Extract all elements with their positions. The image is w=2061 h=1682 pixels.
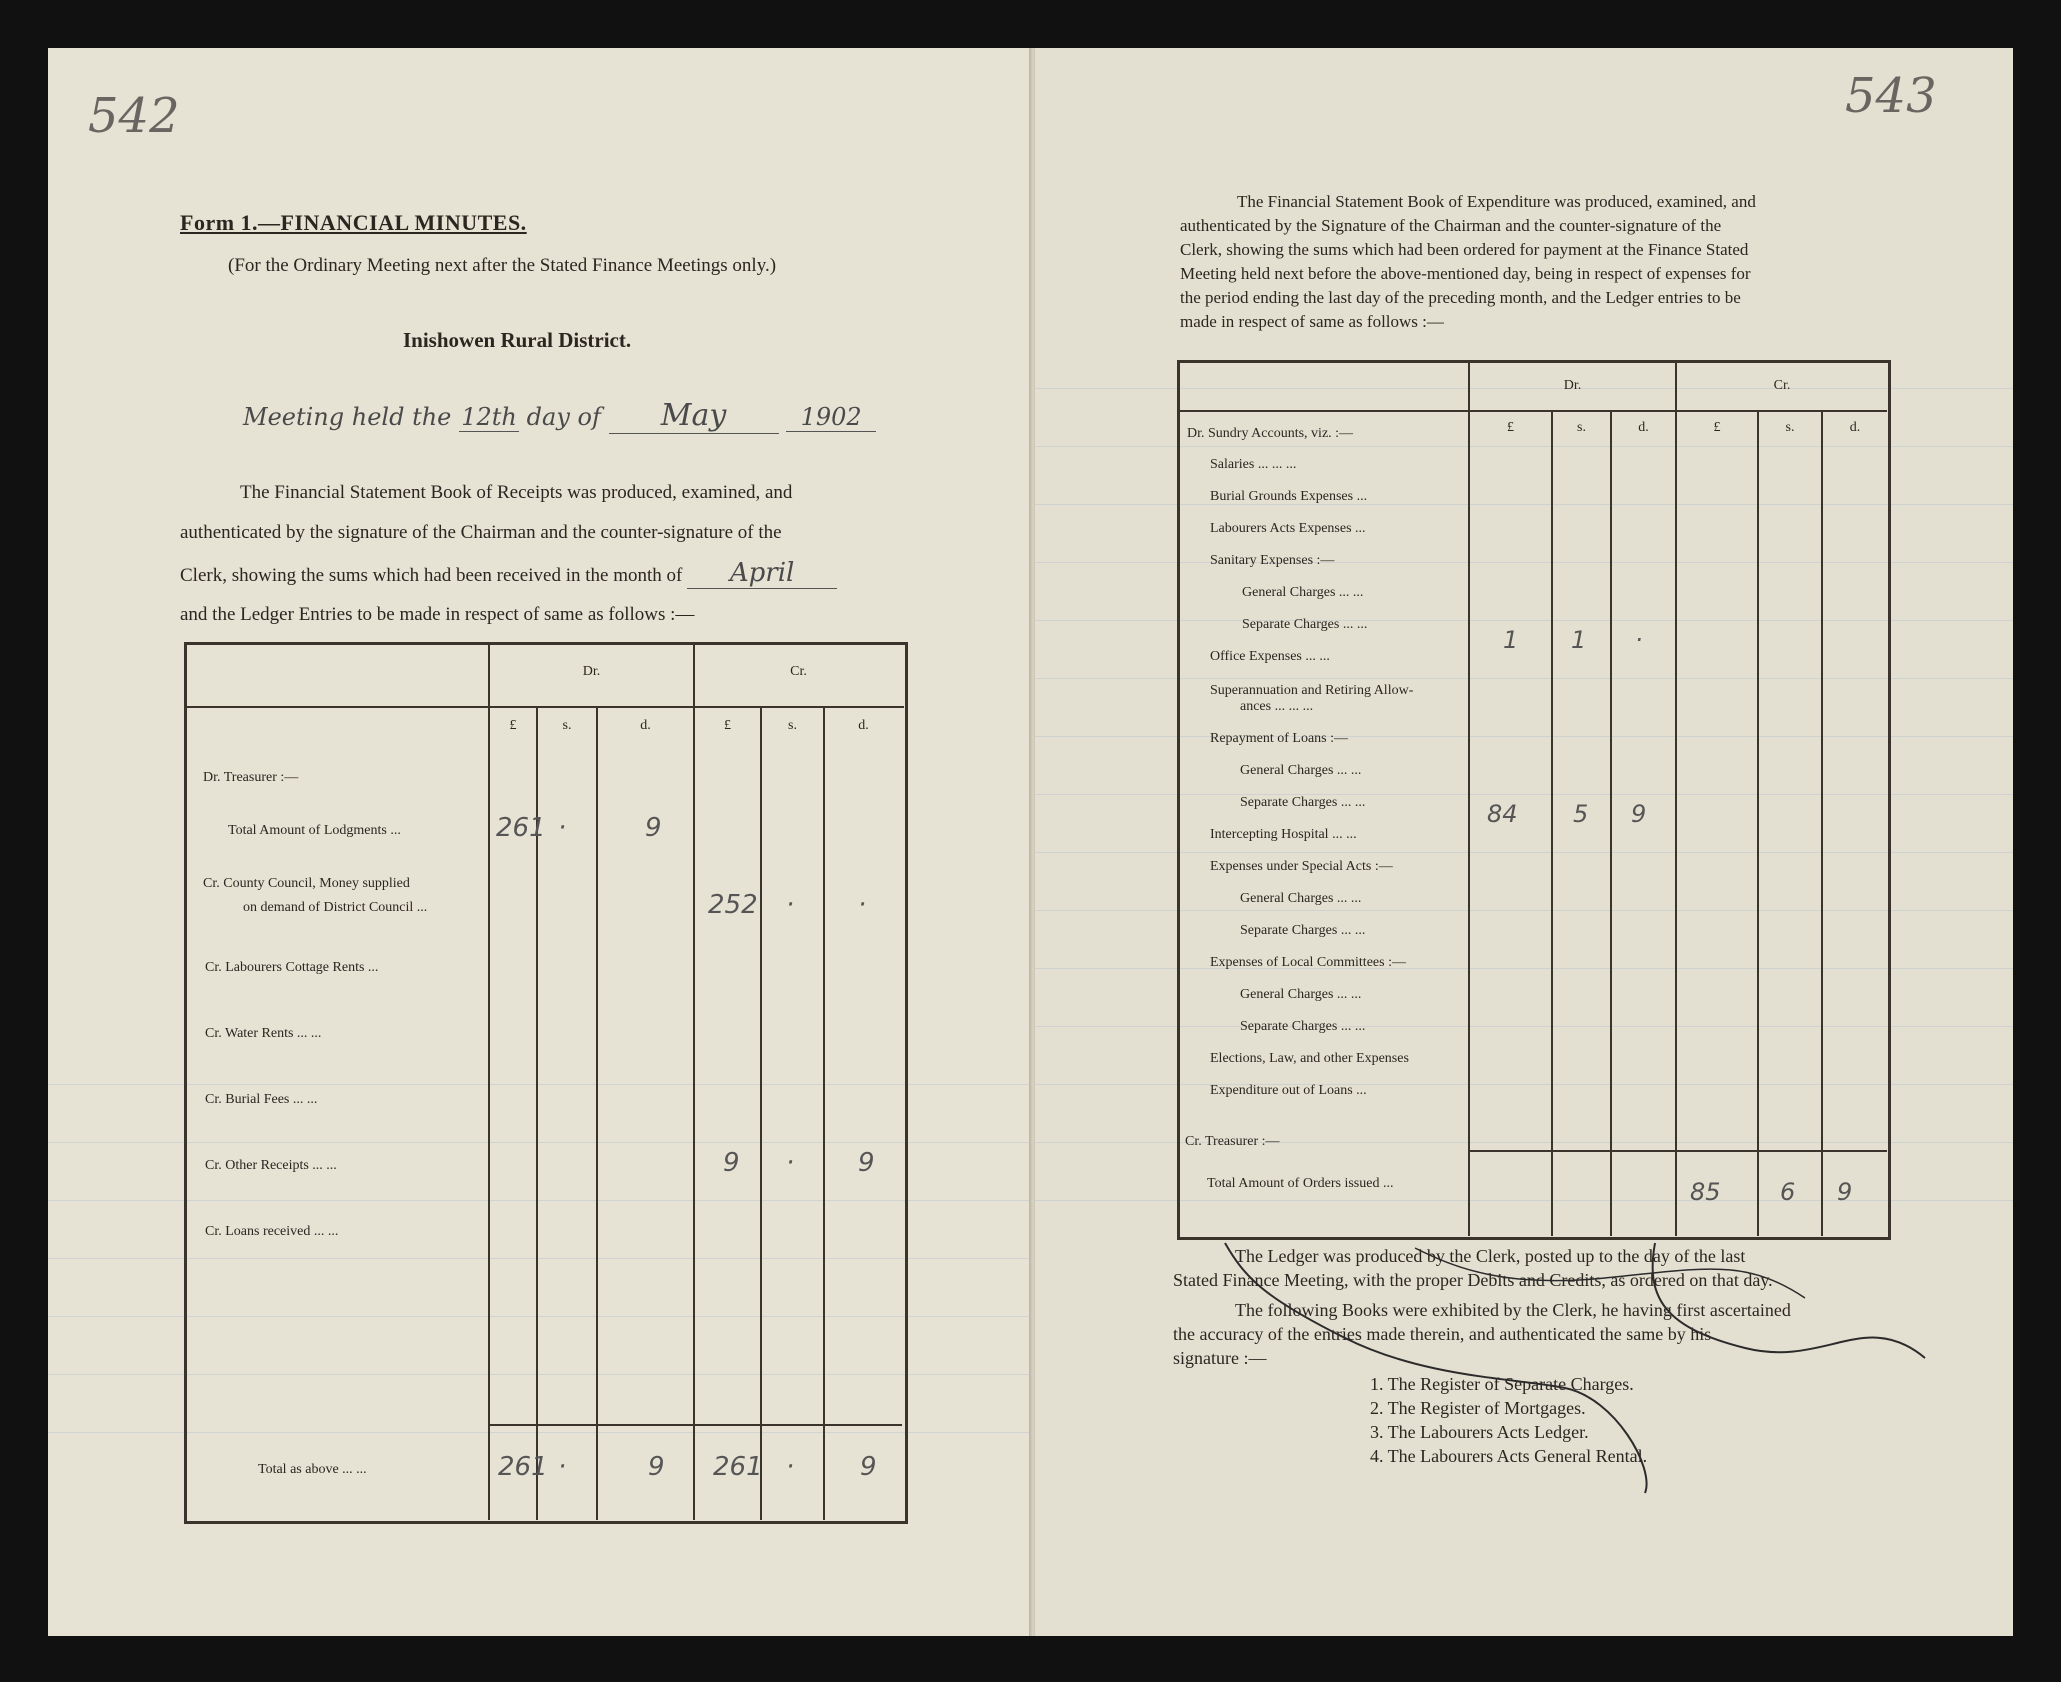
paragraph-line: and the Ledger Entries to be made in respect of same as follows :—: [180, 604, 695, 625]
dr-header: Dr.: [582, 664, 601, 679]
cr-pounds: 9: [723, 1148, 740, 1178]
total-dr-pounds: 261: [498, 1452, 548, 1482]
dr-pounds: 84: [1487, 800, 1518, 828]
unit-pence: d.: [858, 718, 869, 733]
row-label: Cr. County Council, Money supplied: [203, 876, 410, 891]
unit-pence: d.: [1849, 420, 1861, 435]
row-label: Office Expenses ... ...: [1210, 649, 1330, 664]
books-line: the accuracy of the entries made therein, and authenticated the same by his: [1173, 1324, 1712, 1344]
unit-pounds: £: [1713, 420, 1721, 435]
paragraph-month: April: [687, 558, 837, 589]
row-label: General Charges ... ...: [1240, 891, 1362, 906]
row-label: Separate Charges ... ...: [1240, 1019, 1366, 1034]
total-cr-shillings: ·: [786, 1452, 795, 1482]
meeting-month: May: [609, 398, 779, 434]
dr-shillings: 1: [1571, 626, 1587, 654]
intro-line: Clerk, showing the sums which had been ordered for payment at the Finance Stated: [1180, 240, 1749, 259]
dr-shillings: ·: [558, 813, 567, 843]
row-label: General Charges ... ...: [1242, 585, 1364, 600]
list-item: 3. The Labourers Acts Ledger.: [1370, 1422, 1589, 1442]
row-label: Dr. Sundry Accounts, viz. :—: [1187, 426, 1354, 441]
cr-header: Cr.: [1773, 378, 1791, 393]
dr-pounds: 1: [1503, 626, 1519, 654]
row-label: Cr. Other Receipts ... ...: [205, 1158, 337, 1173]
row-label: Expenses under Special Acts :—: [1210, 859, 1393, 874]
total-label: Total as above ... ...: [258, 1462, 367, 1477]
meeting-mid: day of: [526, 403, 601, 431]
page-number: 543: [1845, 68, 1937, 124]
total-label: Total Amount of Orders issued ...: [1207, 1176, 1394, 1191]
dr-pence: 9: [1631, 800, 1647, 828]
unit-pence: d.: [1638, 420, 1649, 435]
total-cr-pence: 9: [1837, 1178, 1853, 1206]
row-label: Separate Charges ... ...: [1240, 923, 1366, 938]
total-cr-pounds: 85: [1690, 1178, 1721, 1206]
intro-line: made in respect of same as follows :—: [1180, 312, 1444, 331]
row-label-continued: ances ... ... ...: [1240, 699, 1314, 714]
dr-pounds: 261: [496, 813, 546, 843]
cr-pounds: 252: [708, 890, 758, 920]
paragraph-line: authenticated by the signature of the Chairman and the counter-signature of the: [180, 522, 782, 543]
unit-pounds: £: [509, 718, 517, 733]
intro-line: the period ending the last day of the preceding month, and the Ledger entries to be: [1180, 288, 1741, 307]
row-label: Intercepting Hospital ... ...: [1210, 827, 1357, 842]
unit-shillings: s.: [1577, 420, 1586, 435]
row-label: Separate Charges ... ...: [1242, 617, 1368, 632]
row-label: Sanitary Expenses :—: [1210, 553, 1335, 568]
row-label: Cr. Water Rents ... ...: [205, 1026, 322, 1041]
dr-shillings: 5: [1573, 800, 1589, 828]
unit-pence: d.: [640, 718, 651, 733]
dr-pence: ·: [1635, 626, 1643, 654]
intro-line: The Financial Statement Book of Expenditure was produced, examined, and: [1237, 192, 1756, 211]
row-label: Cr. Loans received ... ...: [205, 1224, 339, 1239]
total-cr-shillings: 6: [1780, 1178, 1796, 1206]
row-label: Expenses of Local Committees :—: [1210, 955, 1406, 970]
row-label: Superannuation and Retiring Allow-: [1210, 683, 1414, 698]
paragraph-line: The Financial Statement Book of Receipts was produced, examined, and: [240, 482, 793, 503]
cr-header: Cr.: [790, 664, 807, 679]
row-label: General Charges ... ...: [1240, 987, 1362, 1002]
meeting-prefix: Meeting held the: [243, 403, 452, 431]
paragraph-prefix: Clerk, showing the sums which had been received in the month of: [180, 565, 683, 586]
row-label: Repayment of Loans :—: [1210, 731, 1349, 746]
meeting-day: 12th: [459, 403, 519, 432]
list-item: 2. The Register of Mortgages.: [1370, 1398, 1586, 1418]
cr-shillings: ·: [786, 1148, 795, 1178]
books-line: signature :—: [1173, 1348, 1267, 1368]
unit-shillings: s.: [562, 718, 572, 733]
intro-line: Meeting held next before the above-mentioned day, being in respect of expenses for: [1180, 264, 1751, 283]
row-label: Salaries ... ... ...: [1210, 457, 1297, 472]
intro-line: authenticated by the Signature of the Chairman and the counter-signature of the: [1180, 216, 1722, 235]
row-label-continued: on demand of District Council ...: [243, 900, 428, 915]
total-cr-pounds: 261: [713, 1452, 763, 1482]
total-dr-pence: 9: [648, 1452, 665, 1482]
dr-header: Dr.: [1563, 378, 1582, 393]
cr-pence: ·: [858, 890, 867, 920]
form-note: (For the Ordinary Meeting next after the Stated Finance Meetings only.): [228, 255, 777, 276]
paragraph-line: [180, 558, 837, 591]
row-label: Total Amount of Lodgments ...: [228, 823, 401, 838]
left-page: [48, 48, 1031, 1636]
ledger-line: Stated Finance Meeting, with the proper Debits and Credits, as ordered on that day.: [1173, 1270, 1773, 1290]
row-label: Separate Charges ... ...: [1240, 795, 1366, 810]
row-label: Dr. Treasurer :—: [203, 770, 299, 785]
row-label: Burial Grounds Expenses ...: [1210, 489, 1368, 504]
row-label: Expenditure out of Loans ...: [1210, 1083, 1367, 1098]
total-cr-pence: 9: [860, 1452, 877, 1482]
total-dr-shillings: ·: [558, 1452, 567, 1482]
unit-shillings: s.: [1785, 420, 1795, 435]
row-label: Cr. Burial Fees ... ...: [205, 1092, 318, 1107]
unit-shillings: s.: [788, 718, 797, 733]
form-title: Form 1.—FINANCIAL MINUTES.: [180, 210, 527, 235]
dr-pence: 9: [645, 813, 662, 843]
cancellation-mark: [1185, 1238, 1965, 1498]
row-label: Cr. Labourers Cottage Rents ...: [205, 960, 379, 975]
right-page: [1035, 48, 2013, 1636]
books-line: The following Books were exhibited by the Clerk, he having first ascertained: [1235, 1300, 1791, 1320]
cr-pence: 9: [858, 1148, 875, 1178]
row-label: Elections, Law, and other Expenses: [1210, 1051, 1409, 1066]
meeting-line: [243, 398, 876, 434]
list-item: 1. The Register of Separate Charges.: [1370, 1374, 1634, 1394]
row-label: Labourers Acts Expenses ...: [1210, 521, 1366, 536]
unit-pounds: £: [724, 718, 731, 733]
ledger-line: The Ledger was produced by the Clerk, posted up to the day of the last: [1235, 1246, 1746, 1266]
unit-pounds: £: [1507, 420, 1514, 435]
page-number: 542: [88, 88, 180, 144]
district-name: Inishowen Rural District.: [403, 328, 632, 352]
row-label: General Charges ... ...: [1240, 763, 1362, 778]
list-item: 4. The Labourers Acts General Rental.: [1370, 1446, 1648, 1466]
cr-shillings: ·: [786, 890, 795, 920]
treasurer-label: Cr. Treasurer :—: [1185, 1134, 1280, 1149]
meeting-year: 1902: [786, 403, 876, 432]
